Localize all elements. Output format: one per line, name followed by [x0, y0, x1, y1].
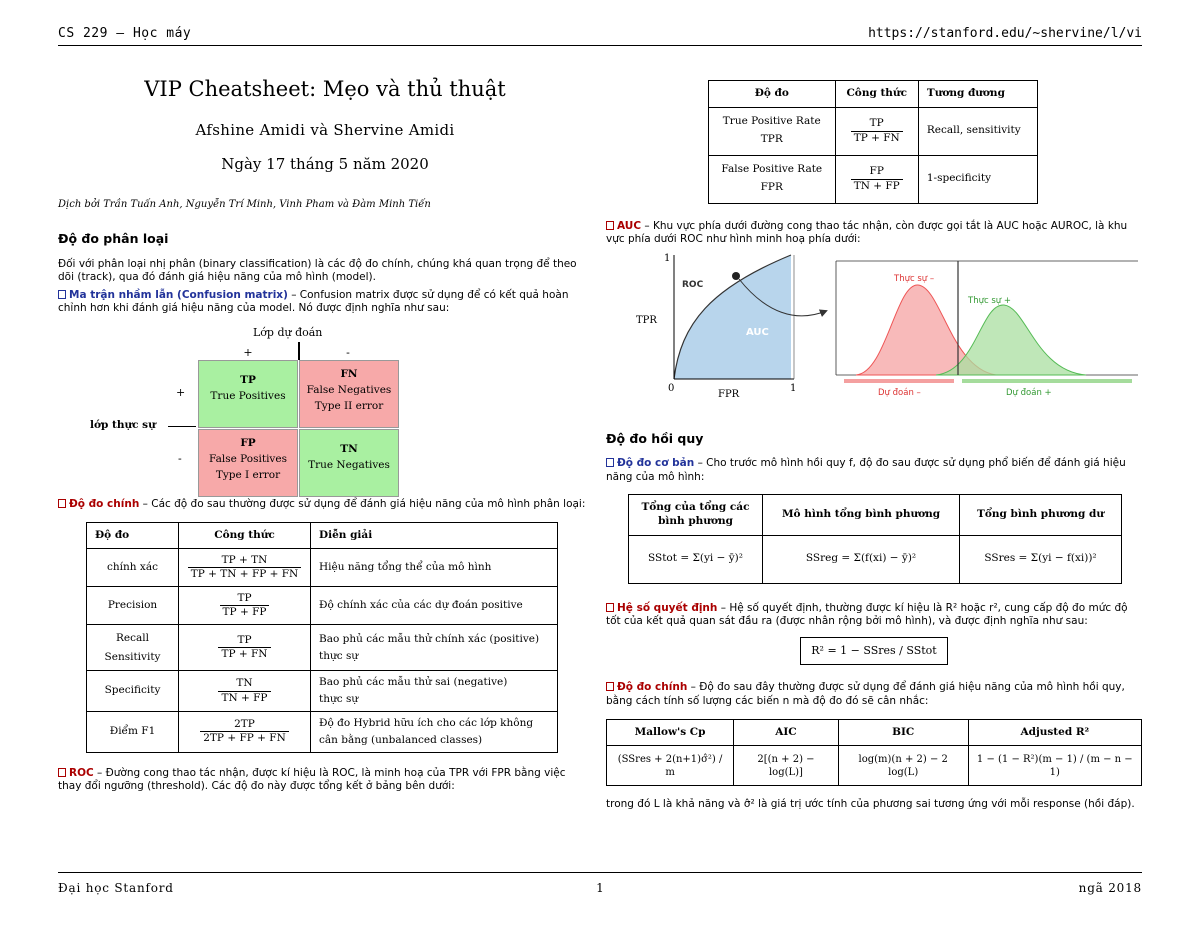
- metric-desc: Độ đo Hybrid hữu ích cho các lớp không cân bằng (unbalanced classes): [311, 711, 558, 752]
- metrics-text: – Các độ đo sau thường được sử dụng để đánh giá hiệu năng của mô hình phân loại:: [139, 498, 586, 511]
- checkbox-icon: [58, 290, 66, 299]
- cm-tp-label: TP: [240, 374, 256, 387]
- metric-desc: Hiệu năng tổng thể của mô hình: [311, 549, 558, 587]
- course-label: CS 229 – Học máy: [58, 26, 192, 41]
- cm-row-divider: [168, 426, 196, 427]
- auc-label: AUC: [746, 326, 769, 338]
- roc-equivalent: 1-specificity: [918, 155, 1037, 203]
- checkbox-icon: [606, 458, 614, 467]
- neg-label: Thực sự –: [894, 273, 935, 284]
- roc-paragraph: [58, 767, 592, 794]
- roc-header: Công thức: [835, 81, 918, 108]
- roc-header: Độ đo: [709, 81, 836, 108]
- table-row: [629, 535, 1122, 583]
- metrics-paragraph: [58, 498, 592, 512]
- roc-formula: $\frac{FP}{TN + FP}$: [851, 165, 903, 193]
- cm-cell-fn: [299, 360, 399, 428]
- metric-name: chính xác: [87, 549, 179, 587]
- auc-figure: [606, 253, 1142, 413]
- sum-header: Mô hình tổng bình phương: [763, 495, 960, 535]
- table-row: [709, 107, 1038, 155]
- basic-text: – Cho trước mô hình hồi quy f, độ đo sau được sử dụng phổ biến để đánh giá hiệu năng của mô hình:: [606, 457, 1126, 483]
- cm-tn-label: TN: [340, 443, 358, 456]
- cm-fn-label: FN: [340, 368, 358, 381]
- roc-zero: 0: [668, 382, 675, 394]
- confusion-matrix: [58, 324, 592, 492]
- metrics-title: Độ đo chính: [69, 498, 140, 511]
- reg-formula: log(m)(n + 2) − 2 log(L): [838, 746, 968, 786]
- roc-point: [732, 272, 740, 280]
- metric-desc: Bao phủ các mẫu thử sai (negative) thực sự: [311, 671, 558, 712]
- cm-title: Ma trận nhầm lẫn (Confusion matrix): [69, 288, 288, 301]
- cm-fp-sub1: False Positives: [209, 452, 287, 465]
- classification-intro: Đối với phân loại nhị phân (binary classification) là các độ đo chính, chúng khá quan trọng để theo dõi (track), qua đó đánh giá hiệu năng của mô hình (model).: [58, 257, 577, 284]
- footer-right: ngã 2018: [1078, 881, 1142, 895]
- cm-cell-tn: [299, 429, 399, 497]
- metric-desc: Độ chính xác của các dự đoán positive: [311, 587, 558, 625]
- checkbox-icon: [606, 603, 614, 612]
- cm-cell-fp: [198, 429, 298, 497]
- r2-text: – Hệ số quyết định, thường được kí hiệu là R² hoặc r², cung cấp độ đo mức độ tốt của kết quả quan sát đầu ra (được nhân rộng bởi mô hình), và được định nghĩa như sau:: [606, 601, 1128, 628]
- cm-row-minus: -: [178, 452, 182, 466]
- reg-header: Mallow's Cp: [607, 719, 734, 746]
- metrics-table: [86, 522, 558, 753]
- roc-text: – Đường cong thao tác nhận, được kí hiệu là ROC, là minh hoạ của TPR với FPR bằng việc thay đổi ngưỡng (threshold). Các độ đo này được tổng kết ở bảng bên dưới:: [58, 766, 566, 793]
- footer-university: Đại học Stanford: [58, 881, 174, 895]
- cm-text: – Confusion matrix được sử dụng để có kết quả hoàn chỉnh hơn khi đánh giá hiệu năng của model. Nó được định nghĩa như sau:: [58, 288, 569, 315]
- main-metrics-paragraph: [606, 681, 1142, 708]
- footnote: trong đó L là khả năng và σ̂² là giá trị ước tính của phương sai tương ứng với mỗi response (hồi đáp).: [606, 798, 1135, 811]
- r2-paragraph: [606, 602, 1142, 629]
- cm-fp-sub2: Type I error: [215, 468, 281, 481]
- reg-formula: (SSres + 2(n+1)σ̂²) / m: [607, 746, 734, 786]
- auc-area: [674, 255, 791, 379]
- right-column: [606, 56, 1142, 812]
- metrics-header: Diễn giải: [311, 522, 558, 549]
- cm-col-divider: [298, 342, 300, 360]
- cm-fn-sub1: False Negatives: [306, 383, 392, 396]
- table-row: [87, 549, 558, 587]
- checkbox-icon: [606, 221, 614, 230]
- basic-metrics-paragraph: [606, 457, 1142, 484]
- roc-y-one: 1: [664, 252, 671, 264]
- roc-table: [708, 80, 1038, 204]
- checkbox-icon: [58, 499, 66, 508]
- regression-metrics-table: [606, 719, 1142, 787]
- page-header: [58, 24, 1142, 46]
- checkbox-icon: [58, 768, 66, 777]
- pred-neg-label: Dự đoán –: [878, 387, 921, 398]
- cm-row-plus: +: [176, 386, 186, 400]
- pred-pos-label: Dự đoán +: [1006, 387, 1052, 398]
- reg-formula: 1 − (1 − R²)(m − 1) / (m − n − 1): [968, 746, 1141, 786]
- auc-paragraph: [606, 220, 1142, 247]
- doc-authors: Afshine Amidi và Shervine Amidi: [195, 121, 455, 140]
- auc-title: AUC: [617, 219, 642, 232]
- cm-actual-label: lớp thực sự: [90, 419, 156, 432]
- sum-header: Tổng bình phương dư: [960, 495, 1122, 535]
- metric-formula: $\frac{TN}{TN + FP}$: [218, 677, 270, 705]
- main-text: – Độ đo sau đây thường được sử dụng để đánh giá hiệu năng của mô hình hồi quy, bằng cách tính số lượng các biến n mà độ đo đó sẽ cân nhắc:: [606, 681, 1125, 707]
- auc-text: – Khu vực phía dưới đường cong thao tác nhận, còn được gọi tắt là AUC hoặc AUROC, là khu vực phía dưới ROC như hình minh hoạ phía dưới:: [606, 219, 1128, 246]
- classification-heading: Độ đo phân loại: [58, 231, 169, 247]
- reg-header: AIC: [734, 719, 839, 746]
- left-column: [58, 56, 592, 794]
- cm-col-minus: -: [346, 346, 350, 360]
- page-number: 1: [596, 881, 604, 895]
- roc-metric-name: True Positive Rate TPR: [709, 107, 836, 155]
- pos-label: Thực sự +: [968, 295, 1011, 306]
- metric-name: Precision: [87, 587, 179, 625]
- table-row: [607, 746, 1142, 786]
- confusion-matrix-paragraph: [58, 289, 592, 316]
- reg-header: Adjusted R²: [968, 719, 1141, 746]
- table-row: [87, 671, 558, 712]
- roc-header: Tương đương: [918, 81, 1037, 108]
- metric-desc: Bao phủ các mẫu thử chính xác (positive) thực sự: [311, 625, 558, 671]
- cm-fn-sub2: Type II error: [314, 399, 384, 412]
- pred-pos-bar: [962, 379, 1132, 383]
- roc-equivalent: Recall, sensitivity: [918, 107, 1037, 155]
- table-row: [87, 625, 558, 671]
- doc-translators: Dịch bởi Trần Tuấn Anh, Nguyễn Trí Minh, Vinh Pham và Đàm Minh Tiến: [58, 199, 431, 211]
- roc-x-one: 1: [790, 382, 797, 394]
- metric-formula: $\frac{TP}{TP + FN}$: [218, 634, 270, 662]
- roc-metric-name: False Positive Rate FPR: [709, 155, 836, 203]
- metrics-header: Công thức: [179, 522, 311, 549]
- doc-title: VIP Cheatsheet: Mẹo và thủ thuật: [144, 77, 506, 101]
- course-url[interactable]: https://stanford.edu/~shervine/l/vi: [868, 26, 1142, 41]
- r2-title: Hệ số quyết định: [617, 601, 718, 614]
- reg-header: BIC: [838, 719, 968, 746]
- cm-tp-sub: True Positives: [210, 389, 286, 402]
- metric-formula: $\frac{TP + TN}{TP + TN + FP + FN}$: [188, 554, 302, 582]
- basic-title: Độ đo cơ bản: [617, 457, 695, 470]
- metric-formula: $\frac{TP}{TP + FP}$: [220, 592, 270, 620]
- regression-heading: Độ đo hồi quy: [606, 430, 704, 446]
- cm-cell-tp: [198, 360, 298, 428]
- metric-formula: $\frac{2TP}{2TP + FP + FN}$: [200, 718, 289, 746]
- doc-date: Ngày 17 tháng 5 năm 2020: [221, 154, 429, 173]
- metrics-header: Độ đo: [87, 522, 179, 549]
- sum-formula: SSres = Σ(yi − f(xi))²: [960, 535, 1122, 583]
- metric-name: Specificity: [87, 671, 179, 712]
- sum-formula: SSreg = Σ(f(xi) − ȳ)²: [763, 535, 960, 583]
- reg-formula: 2[(n + 2) − log(L)]: [734, 746, 839, 786]
- checkbox-icon: [606, 682, 614, 691]
- tpr-axis-label: TPR: [636, 314, 657, 326]
- metric-name: Recall Sensitivity: [87, 625, 179, 671]
- cm-pred-label: Lớp dự đoán: [253, 326, 323, 340]
- roc-title: ROC: [69, 766, 94, 779]
- cm-col-plus: +: [243, 346, 253, 360]
- roc-formula: $\frac{TP}{TP + FN}$: [851, 117, 903, 145]
- cm-fp-label: FP: [240, 437, 256, 450]
- pred-neg-bar: [844, 379, 954, 383]
- cm-tn-sub: True Negatives: [308, 458, 390, 471]
- fpr-axis-label: FPR: [718, 388, 740, 400]
- table-row: [87, 711, 558, 752]
- table-row: [87, 587, 558, 625]
- main-title: Độ đo chính: [617, 681, 688, 694]
- table-row: [709, 155, 1038, 203]
- page-footer: [58, 872, 1142, 898]
- metric-name: Điểm F1: [87, 711, 179, 752]
- sum-header: Tổng của tổng các bình phương: [629, 495, 763, 535]
- r2-formula: R² = 1 − SSres / SStot: [800, 637, 947, 665]
- sum-squares-table: [628, 494, 1122, 583]
- sum-formula: SStot = Σ(yi − ȳ)²: [629, 535, 763, 583]
- roc-label: ROC: [682, 279, 704, 290]
